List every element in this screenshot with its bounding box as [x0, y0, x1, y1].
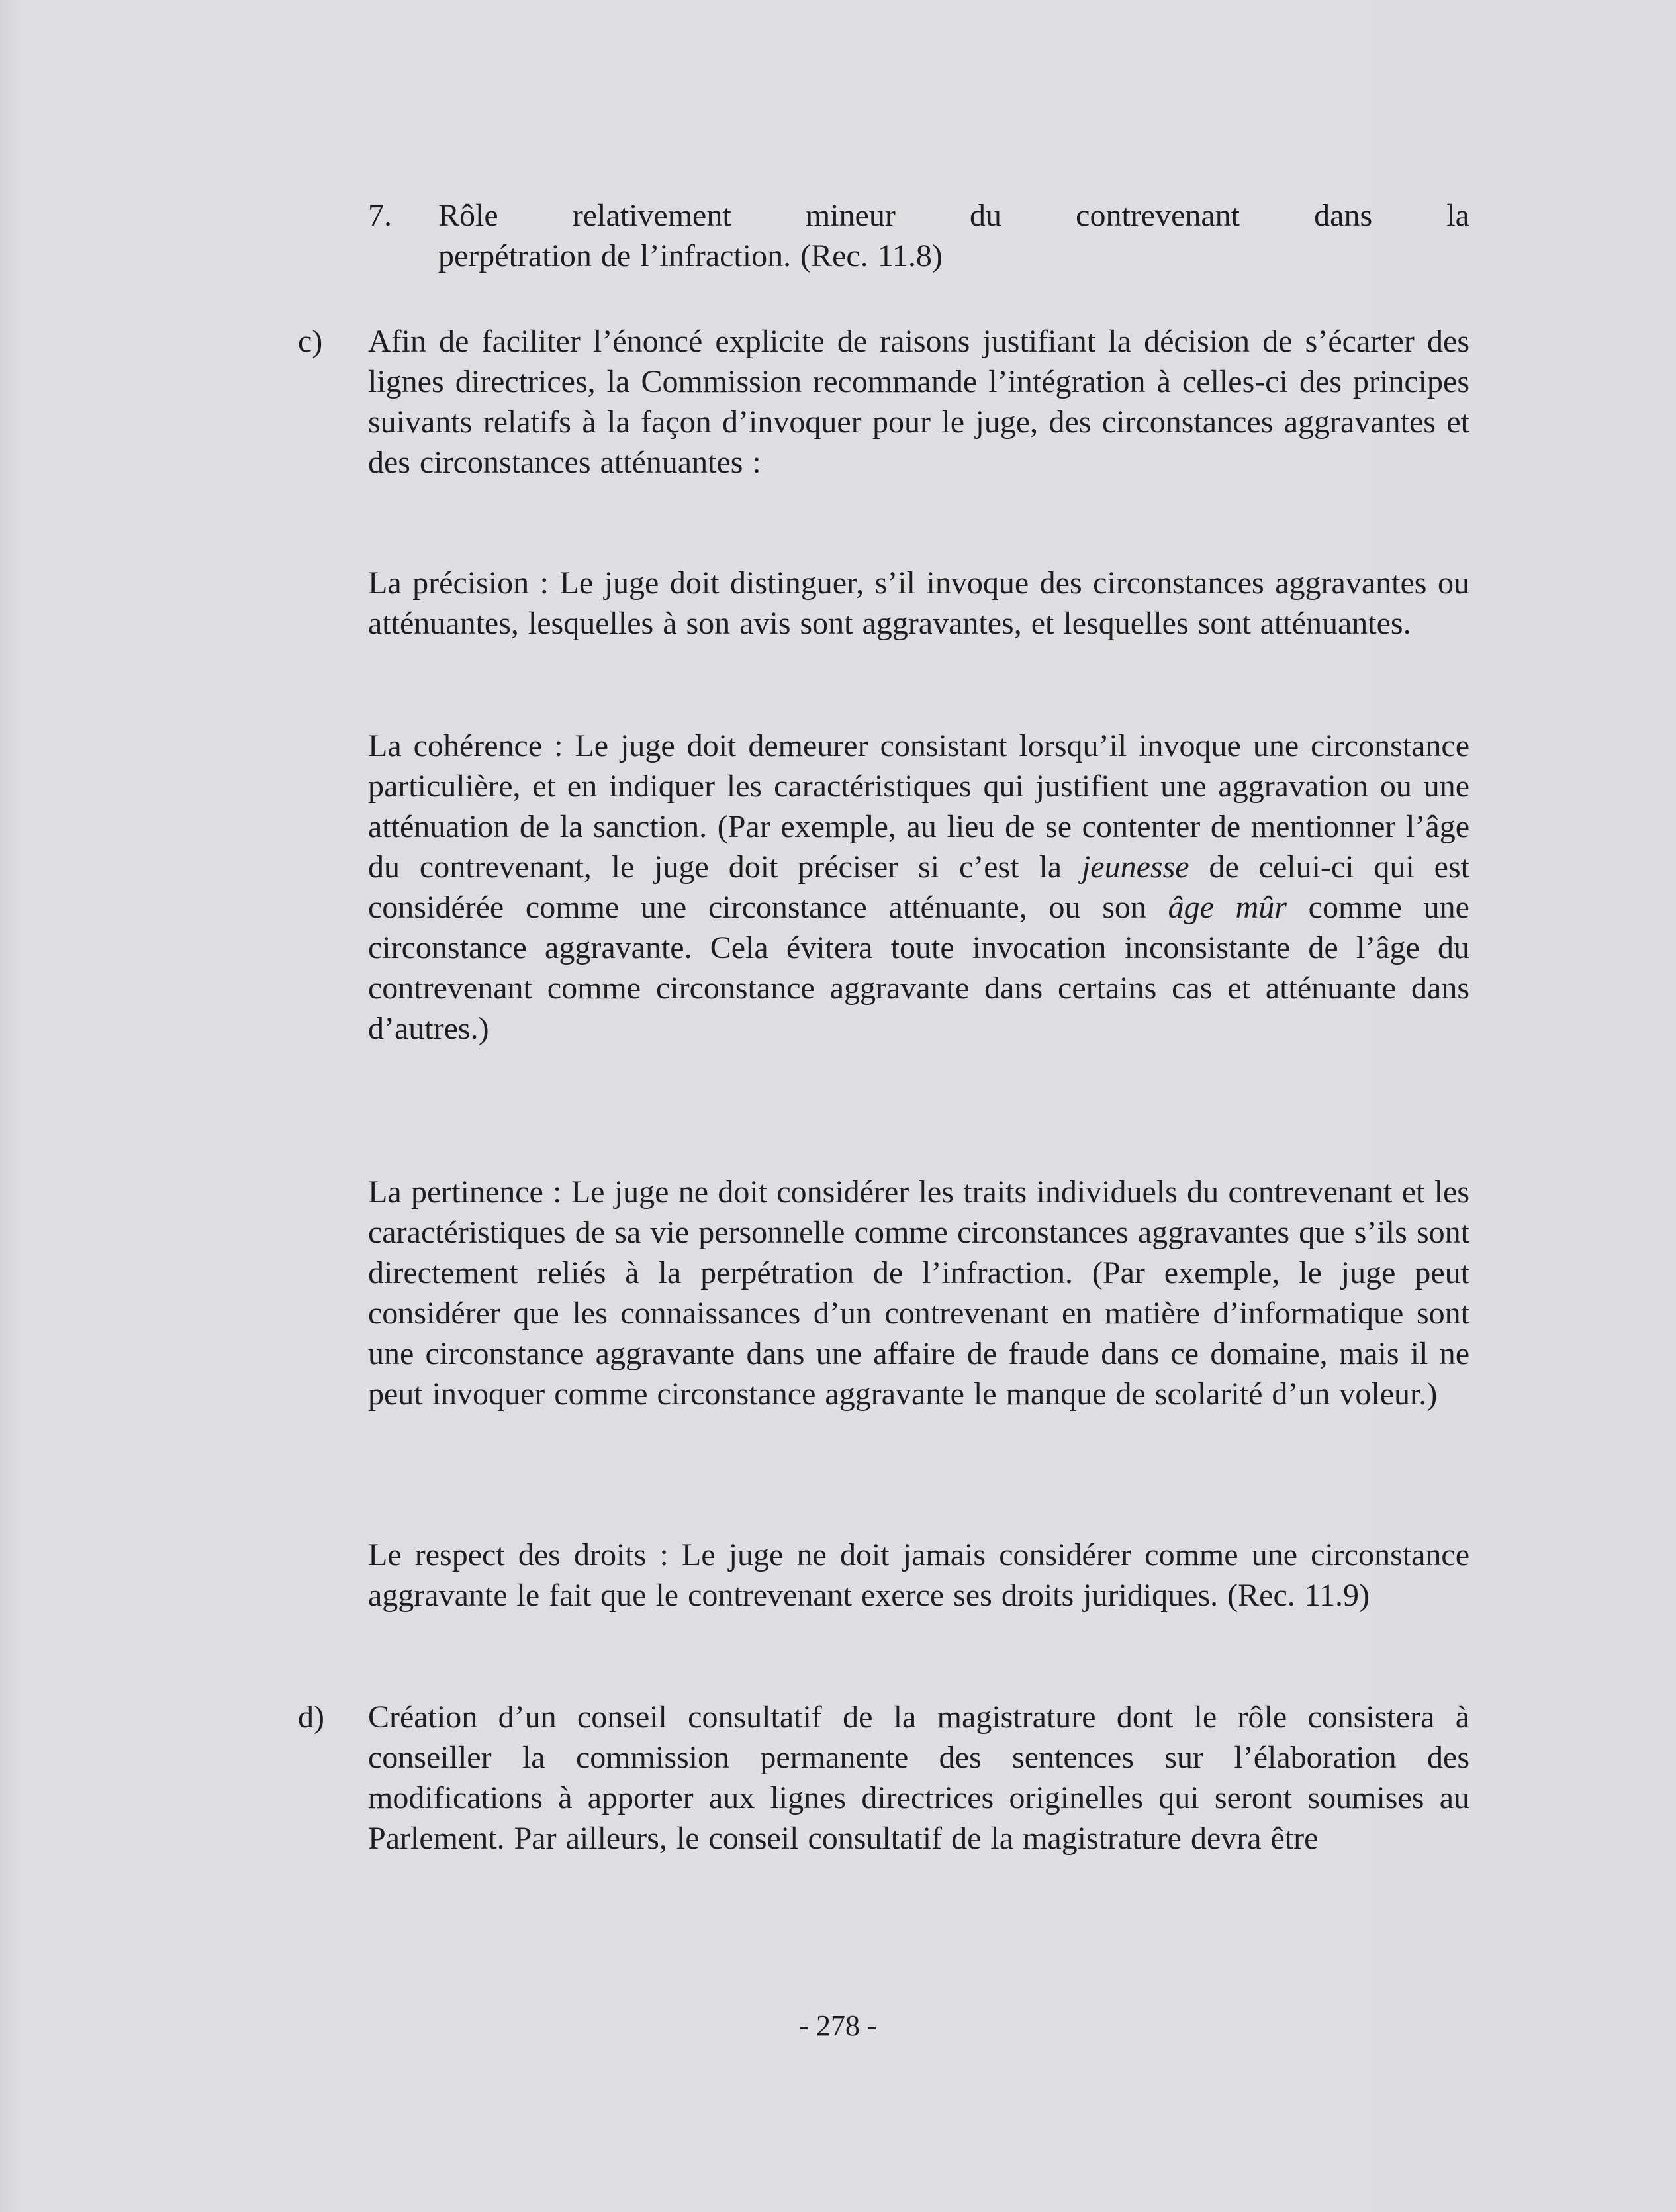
item-7-word: la — [1446, 198, 1469, 233]
section-d-text: Création d’un conseil consultatif de la magistrature dont le rôle consistera à conseiller la commission permanente des sentences sur l’élaboration des modifications à apporter aux lignes directrices originelles qui seront soumises au Parlement. Par ailleurs, le conseil consultatif de la magistrature devra être — [368, 1700, 1469, 1856]
item-7-number: 7. — [368, 198, 392, 233]
principle-precision: La précision : Le juge doit distinguer, s’il invoque des circonstances aggravantes ou atténuantes, lesquelles à son avis sont aggravantes, et lesquelles sont atténuantes. — [368, 565, 1469, 641]
item-7-word: du — [969, 198, 1001, 233]
coherence-text-3: comme une circonstance aggravante. Cela évitera toute invocation inconsistante de l’âge du contrevenant comme circonstance aggravante dans certains cas et atténuante dans d’autres.) — [368, 890, 1469, 1046]
principle-respect-droits: Le respect des droits : Le juge ne doit jamais considérer comme une circonstance aggravante le fait que le contrevenant exerce ses droits juridiques. (Rec. 11.9) — [368, 1537, 1469, 1613]
coherence-italic-age-mur: âge mûr — [1168, 890, 1287, 925]
item-7-word: contrevenant — [1076, 198, 1240, 233]
page-number: - 278 - — [799, 2009, 877, 2042]
section-c-marker: c) — [298, 324, 323, 359]
coherence-text-2: de celui-ci qui est considérée comme une circonstance atténuante, ou son — [368, 849, 1469, 925]
item-7-word: relativement — [572, 198, 731, 233]
item-7-line-1 — [438, 195, 1469, 236]
coherence-text-1: La cohérence : Le juge doit demeurer consistant lorsqu’il invoque une circonstance particulière, et en indiquer les caractéristiques qui justifient une aggravation ou une atténuation de la sanction. (Par exemple, au lieu de se contenter de mentionner l’âge du contrevenant, le juge doit préciser si c’est la — [368, 728, 1469, 885]
section-d-marker: d) — [298, 1700, 324, 1735]
coherence-italic-jeunesse: jeunesse — [1081, 849, 1189, 885]
item-7-word: mineur — [805, 198, 896, 233]
item-7-line-2: perpétration de l’infraction. (Rec. 11.8) — [438, 238, 943, 273]
principle-pertinence: La pertinence : Le juge ne doit considérer les traits individuels du contrevenant et les caractéristiques de sa vie personnelle comme circonstances aggravantes que s’ils sont directement reliés à la perpétration de l’infraction. (Par exemple, le juge peut considérer que les connaissances d’un contrevenant en matière d’informatique sont une circonstance aggravante dans une affaire de fraude dans ce domaine, mais il ne peut invoquer comme circonstance aggravante le manque de scolarité d’un voleur.) — [368, 1175, 1469, 1412]
section-c-intro: Afin de faciliter l’énoncé explicite de raisons justifiant la décision de s’écarter des lignes directrices, la Commission recommande l’intégration à celles-ci des principes suivants relatifs à la façon d’invoquer pour le juge, des circonstances aggravantes et des circonstances atténuantes : — [368, 324, 1469, 480]
item-7-word: Rôle — [438, 198, 498, 233]
item-7-text — [438, 195, 1469, 276]
principle-coherence — [368, 726, 1469, 1049]
item-7-word: dans — [1314, 198, 1373, 233]
